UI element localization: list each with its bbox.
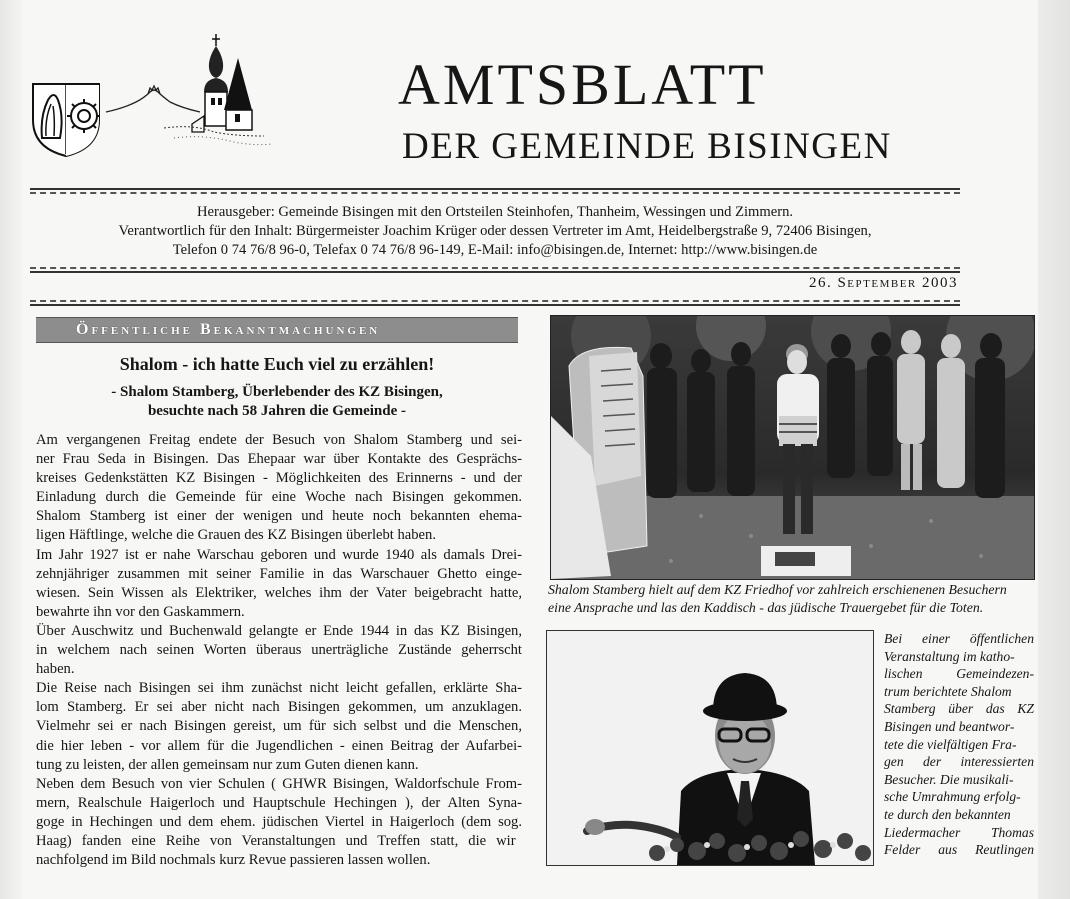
speaker-text-line: Bei einer öffentlichen xyxy=(884,631,1034,646)
section-banner xyxy=(36,317,518,343)
coat-of-arms-icon xyxy=(30,78,102,158)
article-body-line: haben. xyxy=(36,661,75,678)
article-body xyxy=(36,431,524,870)
speaker-text-line: gen der interessierten xyxy=(884,754,1034,770)
article-body-line: mern, Realschule Haigerloch und Hauptschule Hechingen ), der Alten Syna- xyxy=(36,794,522,811)
article-body-line: ligen Häftlinge, welche die Grauen des KZ Bisingen überlebt haben. xyxy=(36,527,436,544)
speaker-text-line: tete die vielfältigen Fra- xyxy=(884,736,1017,752)
memorial-photo-caption xyxy=(548,581,1038,616)
speaker-text-line: Felder aus Reutlingen xyxy=(884,842,1034,858)
date-rule-solid xyxy=(30,304,960,306)
scan-right-edge xyxy=(1038,0,1070,899)
speaker-text-line: Veranstaltung im katho- xyxy=(884,648,1015,664)
speaker-text-line: trum berichtete Shalom xyxy=(884,683,1012,699)
contact-line: Telefon 0 74 76/8 96-0, Telefax 0 74 76/8 96-149, E-Mail: info@bisingen.de, Internet: http://www.bisingen.de xyxy=(172,242,818,258)
article-body-line: lom Stamberg. Er sei aber nicht nach Bisingen gekommen, um anzuklagen. xyxy=(36,699,522,716)
speaker-photo xyxy=(546,630,874,866)
section-title: Öffentliche Bekanntmachungen xyxy=(76,321,381,338)
speaker-text-line: te durch den bekannten xyxy=(884,806,1011,822)
date-rule xyxy=(30,300,960,302)
article-body-line: Haag) fanden eine Reihe von Veranstaltungen und Treffen statt, die wir xyxy=(36,832,516,849)
article-headline: Shalom - ich hatte Euch viel zu erzählen! xyxy=(119,354,435,374)
article-body-line: die hier leben - vor allem für die Jugendlichen - einen Beitrag der Aufarbei- xyxy=(36,737,522,754)
masthead-rule-top-dotted xyxy=(30,192,960,194)
speaker-text-line: Besucher. Die musikali- xyxy=(884,771,1014,787)
article-body-line: nachfolgend im Bild nochmals kurz Revue passieren lassen wollen. xyxy=(36,852,431,869)
article-body-line: Neben dem Besuch von vier Schulen ( GHWR Bisingen, Waldorfschule From- xyxy=(36,775,522,792)
article-body-line: wiesen. Sein Wissen als Elektriker, welches ihm der Vater beigebracht hatte, xyxy=(36,584,522,601)
publisher-rule-solid xyxy=(30,271,960,273)
memorial-gathering-photo xyxy=(550,315,1035,580)
article-body-line: Im Jahr 1927 ist er nahe Warschau geboren und wurde 1940 als damals Drei- xyxy=(36,546,522,563)
newsletter-subtitle: DER GEMEINDE BISINGEN xyxy=(402,126,892,167)
speaker-text-line: Bisingen und beantwor- xyxy=(884,718,1015,734)
article-subhead xyxy=(36,383,518,421)
speaker-text-line: sche Umrahmung erfolg- xyxy=(884,789,1021,805)
responsible-line: Verantwortlich für den Inhalt: Bürgermeister Joachim Krüger oder dessen Vertreter im Amt, Heidelbergstraße 9, 72406 Bisingen, xyxy=(118,223,872,239)
article-body-line: Vielmehr sei er nach Bisingen gereist, um für sich selbst und die Menschen, xyxy=(36,718,522,735)
article-body-line: bewahrte ihn vor den Gaskammern. xyxy=(36,603,245,620)
scan-left-edge xyxy=(0,0,22,899)
subhead-line-1: - Shalom Stamberg, Überlebender des KZ Bisingen, xyxy=(111,384,443,400)
article-body-line: tung zu leisten, der allen gemeinsam nur zum Guten dienen kann. xyxy=(36,756,419,773)
article-body-line: goge in Hechingen und dem ehem. jüdischen Viertel in Haigerloch (dem sog. xyxy=(36,813,522,830)
subhead-line-2: besuchte nach 58 Jahren die Gemeinde - xyxy=(147,403,407,419)
speaker-text-line: lischen Gemeindezen- xyxy=(884,666,1034,682)
article-body-line: in welchem nach seinen Worten überaus unerträgliche Zustände geherrscht xyxy=(36,642,522,659)
publisher-line: Herausgeber: Gemeinde Bisingen mit den Ortsteilen Steinhofen, Thanheim, Wessingen und Zimmern. xyxy=(196,204,794,220)
issue-date: 26. September 2003 xyxy=(808,275,958,291)
article-body-line: Am vergangenen Freitag endete der Besuch von Shalom Stamberg und sei- xyxy=(36,432,522,448)
article-body-line: zehnjähriger zusammen mit seiner Familie in das Warschauer Ghetto einge- xyxy=(36,565,522,582)
speaker-photo-text xyxy=(884,630,1036,859)
speaker-text-line: Liedermacher Thomas xyxy=(884,824,1034,840)
publisher-rule xyxy=(30,267,960,269)
article-body-line: Shalom Stamberg ist einer der wenigen und heute noch bekannten ehema- xyxy=(36,508,522,525)
masthead-rule-top xyxy=(30,188,960,190)
article-body-line: Über Auschwitz und Buchenwald gelangte er Ende 1944 in das KZ Bisingen, xyxy=(36,622,522,639)
church-tower-icon xyxy=(104,32,274,150)
article-body-line: Die Reise nach Bisingen sei ihm zunächst nicht leicht gefallen, erklärte Sha- xyxy=(36,680,522,697)
publisher-info xyxy=(30,203,960,260)
speaker-text-line: Stamberg über das KZ xyxy=(884,701,1034,717)
speaker-photo-image xyxy=(547,631,873,865)
article-body-line: kreises Gedenkstätten KZ Bisingen - Möglichkeiten des Erinnerns - und der xyxy=(36,470,522,487)
caption-line-1: Shalom Stamberg hielt auf dem KZ Friedhof vor zahlreich erschienenen Besuchern xyxy=(548,582,1007,597)
newsletter-title: AMTSBLATT xyxy=(398,52,767,117)
article-body-line: Einladung durch die Gemeinde für eine Woche nach Bisingen gekommen. xyxy=(36,489,522,506)
caption-line-2: eine Ansprache und las den Kaddisch - das jüdische Trauergebet für die Toten. xyxy=(548,599,984,615)
memorial-photo-image xyxy=(551,316,1034,579)
article-body-line: ner Frau Seda in Bisingen. Das Ehepaar war über Kontakte des Gesprächs- xyxy=(36,451,522,468)
